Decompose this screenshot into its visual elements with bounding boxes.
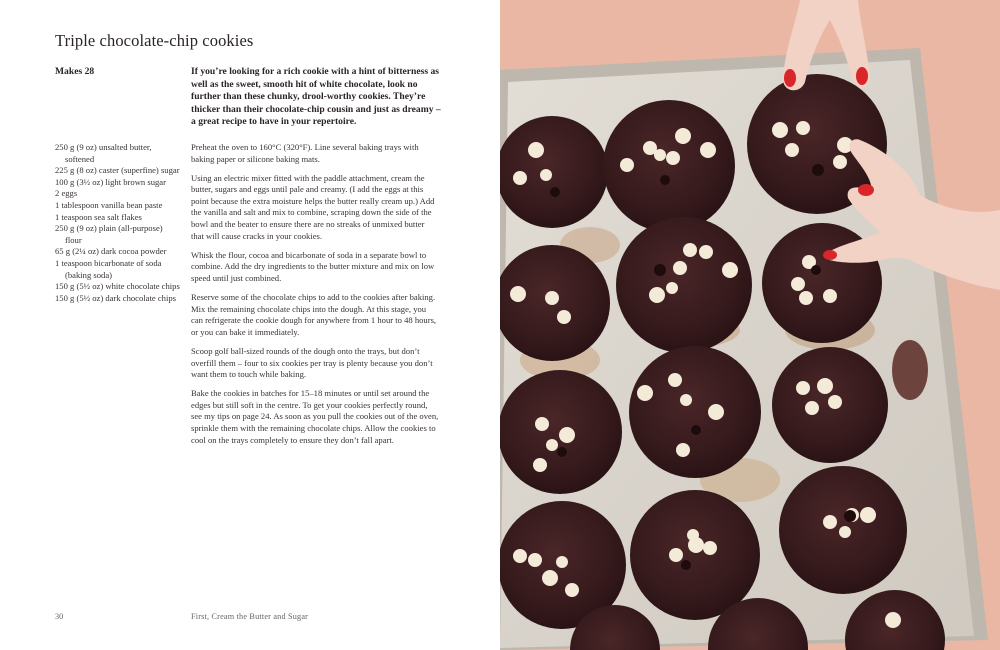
ingredient-item: 100 g (3½ oz) light brown sugar: [55, 176, 166, 187]
ingredient-item: 65 g (2¼ oz) dark cocoa powder: [55, 246, 167, 257]
method-step: Whisk the flour, cocoa and bicarbonate of soda in a separate bowl to combine. Add the dry ingredients to the butter mixture and mix on low speed until just combined.: [191, 249, 435, 283]
method-step: Scoop golf ball-sized rounds of the dough onto the trays, but don’t overfill them – four to six cookies per tray is plenty because you don’t want them to touch while baking.: [191, 345, 433, 380]
ingredient-item: 250 g (9 oz) plain (all-purpose) flour: [55, 223, 163, 245]
page-number: 30: [55, 612, 64, 621]
recipe-yield: Makes 28: [55, 66, 95, 77]
ingredient-item: 250 g (9 oz) unsalted butter, softened: [55, 142, 152, 164]
method-step: Using an electric mixer fitted with the paddle attachment, cream the butter, sugars and eggs until pale and creamy. (I add the eggs at this point because the extra moisture helps the butter really cream up.) Add the vanilla and salt and mix to combine, scraping down the side of the bowl and the beater to ensure there are no streaks of unmixed butter that will cause cracks in your cookies.: [191, 172, 435, 241]
method-step: Preheat the oven to 160°C (320°F). Line several baking trays with baking paper or silicone baking mats.: [191, 142, 419, 164]
ingredients-list: [55, 142, 180, 304]
ingredient-item: 1 tablespoon vanilla bean paste: [55, 199, 163, 210]
method-step: Reserve some of the chocolate chips to add to the cookies after baking. Mix the remaining chocolate chips into the dough. At this stage, you can refrigerate the cookie dough for anywhere from 1 hour to 48 hours, or you can bake it immediately.: [191, 292, 437, 337]
chapter-title: First, Cream the Butter and Sugar: [191, 612, 309, 621]
method-step: Bake the cookies in batches for 15–18 minutes or until set around the edges but still soft in the centre. To get your cookies perfectly round, see my tips on page 24. As soon as you pull the cookies out of the oven, sprinkle them with the remaining chocolate chips. Allow the cookies to cool on the trays completely to ensure they don’t fall apart.: [191, 388, 439, 445]
recipe-intro: If you’re looking for a rich cookie with a hint of bitterness as well as the sweet, smooth hit of white chocolate, look no further than these chunky, drool-worthy cookies. They’re thicker than their chocolate-chip cousin and just as dreamy – a great recipe to have in your repertoire.: [191, 66, 441, 127]
ingredient-item: 150 g (5½ oz) white chocolate chips: [55, 281, 180, 292]
ingredient-item: 2 eggs: [55, 188, 78, 199]
ingredient-item: 150 g (5½ oz) dark chocolate chips: [55, 292, 176, 303]
ingredient-item: 225 g (8 oz) caster (superfine) sugar: [55, 165, 180, 176]
ingredient-item: 1 teaspoon sea salt flakes: [55, 211, 142, 222]
ingredient-item: 1 teaspoon bicarbonate of soda (baking soda): [55, 257, 162, 280]
recipe-title: Triple chocolate-chip cookies: [55, 31, 254, 50]
cookies-photo: [500, 0, 1000, 650]
method-section: [191, 142, 439, 454]
